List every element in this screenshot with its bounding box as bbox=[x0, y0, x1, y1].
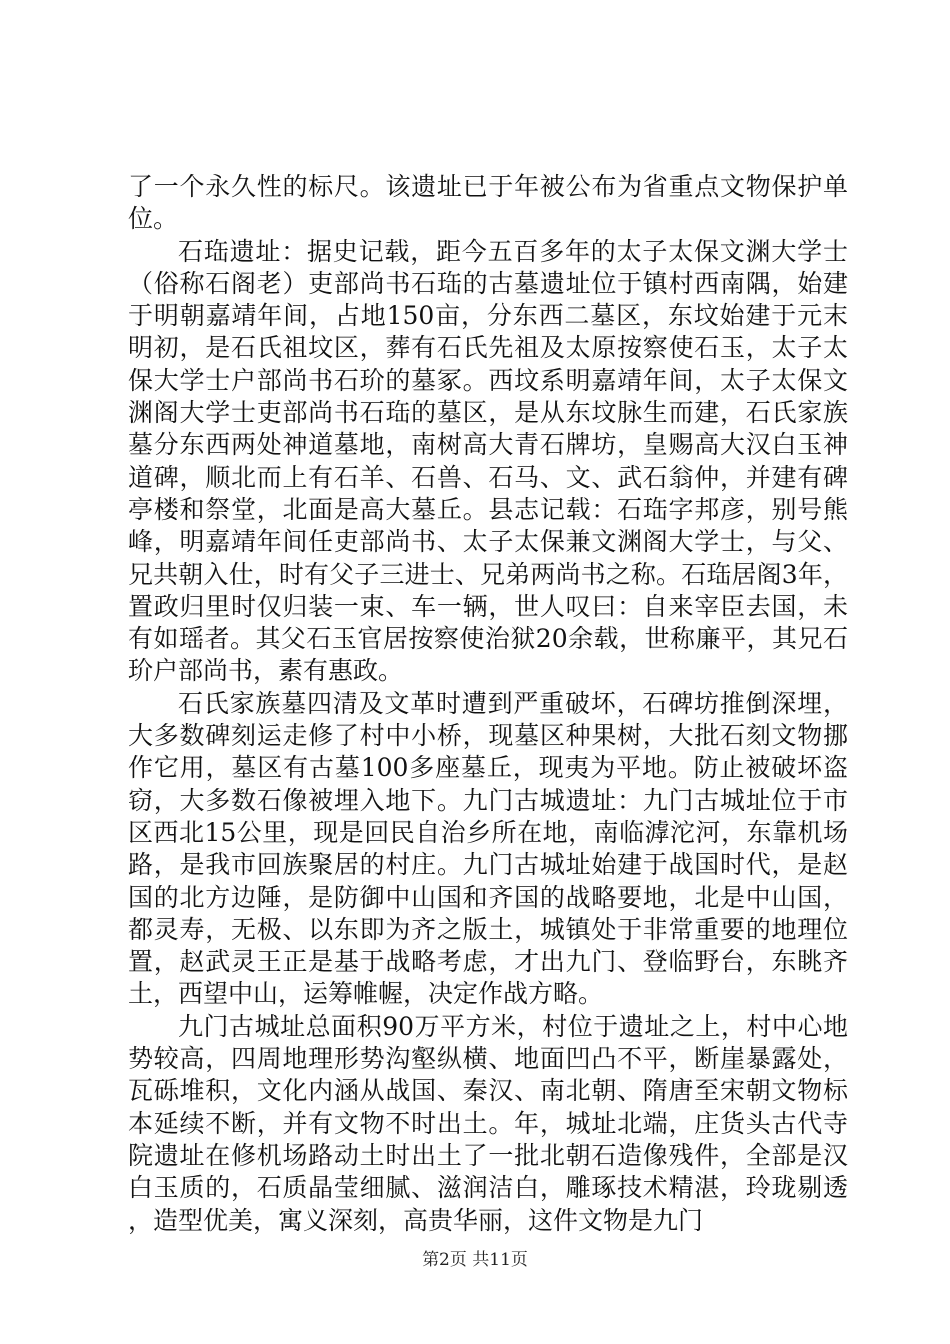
paragraph-continuation: 了一个永久性的标尺。该遗址已于年被公布为省重点文物保护单位。 bbox=[128, 172, 848, 234]
page-number-footer: 第2页 共11页 bbox=[422, 1250, 528, 1270]
document-body bbox=[128, 171, 848, 1237]
paragraph-family-tomb-damage: 石氏家族墓四清及文革时遭到严重破坏，石碑坊推倒深埋，大多数碑刻运走修了村中小桥，现墓区种果树，大批石刻文物挪作它用，墓区有古墓100多座墓丘，现夷为平地。防止被破坏盗窃，大多数石像被埋入地下。九门古城遗址：九门古城址位于市区西北15公里，现是回民自治乡所在地，南临滹沱河，东靠机场路，是我市回族聚居的村庄。九门古城址始建于战国时代，是赵国的北方边陲，是防御中山国和齐国的战略要地，北是中山国，都灵寿，无极、以东即为齐之版土，城镇处于非常重要的地理位置，赵武灵王正是基于战略考虑，才出九门、登临野台，东眺齐土，西望中山，运筹帷幄，决定作战方略。 bbox=[128, 688, 848, 1009]
paragraph-shi-bao-site: 石珤遗址：据史记载，距今五百多年的太子太保文渊大学士（俗称石阁老）吏部尚书石珤的古墓遗址位于镇村西南隅，始建于明朝嘉靖年间，占地150亩，分东西二墓区，东坟始建于元末明初，是石氏祖坟区，葬有石氏先祖及太原按察使石玉，太子太保大学士户部尚书石玠的墓冢。西坟系明嘉靖年间，太子太保文渊阁大学士吏部尚书石珤的墓区，是从东坟脉生而建，石氏家族墓分东西两处神道墓地，南树高大青石牌坊，皇赐高大汉白玉神道碑，顺北而上有石羊、石兽、石马、文、武石翁仲，并建有碑亭楼和祭堂，北面是高大墓丘。县志记载：石珤字邦彦，别号熊峰，明嘉靖年间任吏部尚书、太子太保兼文渊阁大学士，与父、兄共朝入仕，时有父子三进士、兄弟两尚书之称。石珤居阁3年，置政归里时仅归装一束、车一辆，世人叹曰：自来宰臣去国，未有如瑶者。其父石玉官居按察使治狱20余载，世称廉平，其兄石玠户部尚书，素有惠政。 bbox=[128, 236, 848, 686]
paragraph-jiumen-city-site: 九门古城址总面积90万平方米，村位于遗址之上，村中心地势较高，四周地理形势沟壑纵横、地面凹凸不平，断崖暴露处，瓦砾堆积，文化内涵从战国、秦汉、南北朝、隋唐至宋朝文物标本延续不断，并有文物不时出土。年，城址北端，庄货头古代寺院遗址在修机场路动土时出土了一批北朝石造像残件，全部是汉白玉质的，石质晶莹细腻、滋润洁白，雕琢技术精湛，玲珑剔透，造型优美，寓义深刻，高贵华丽，这件文物是九门 bbox=[128, 1011, 848, 1235]
